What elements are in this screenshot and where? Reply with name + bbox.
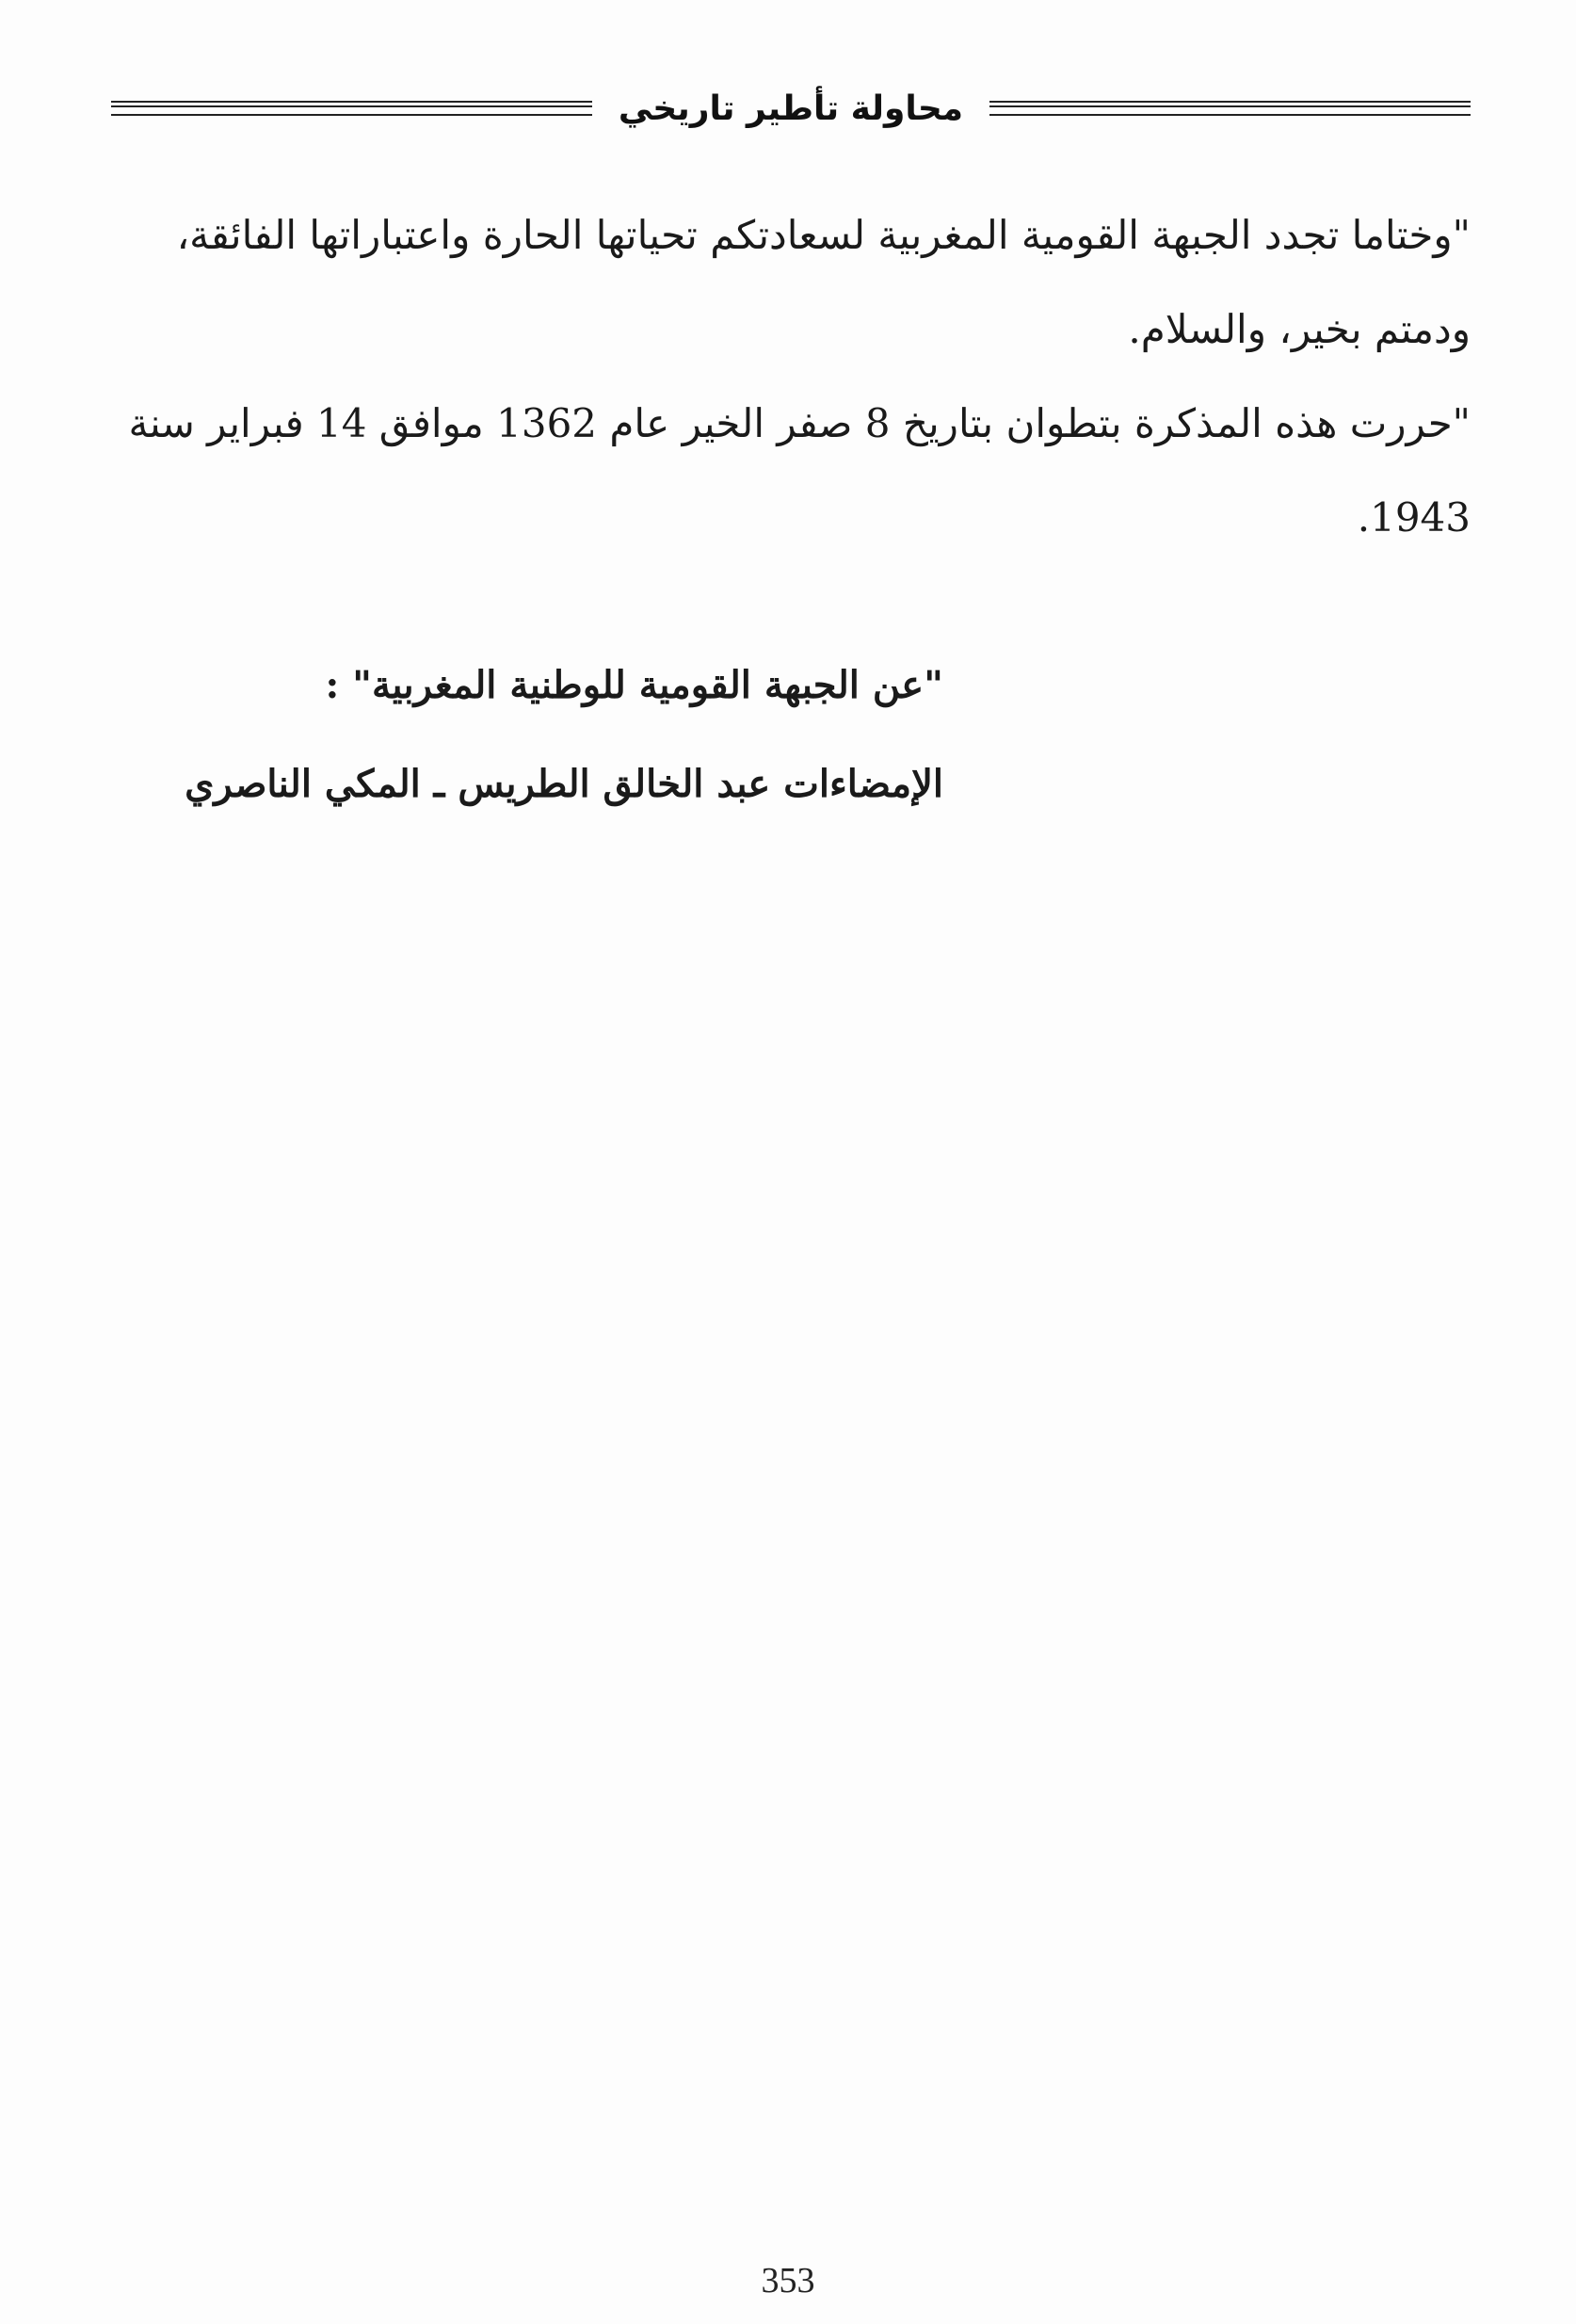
header-rule-right <box>989 101 1471 116</box>
body-text <box>111 188 1471 565</box>
page-number: 353 <box>761 2261 815 2300</box>
signature-names: الإمضاءات عبد الخالق الطريس ـ المكي الناصري <box>185 762 943 806</box>
header-title: محاولة تأطير تاريخي <box>618 89 964 128</box>
closing-paragraph: "وختاما تجدد الجبهة القومية المغربية لسعادتكم تحياتها الحارة واعتباراتها الفائقة، ودمتم بخير، والسلام. <box>176 212 1471 352</box>
header-rule-left <box>111 101 592 116</box>
signature-block <box>111 636 1471 833</box>
signature-organization: "عن الجبهة القومية للوطنية المغربية" : <box>325 663 943 707</box>
date-paragraph: "حررت هذه المذكرة بتطوان بتاريخ 8 صفر الخير عام 1362 موافق 14 فبراير سنة 1943. <box>128 400 1471 541</box>
running-header <box>111 75 1471 141</box>
